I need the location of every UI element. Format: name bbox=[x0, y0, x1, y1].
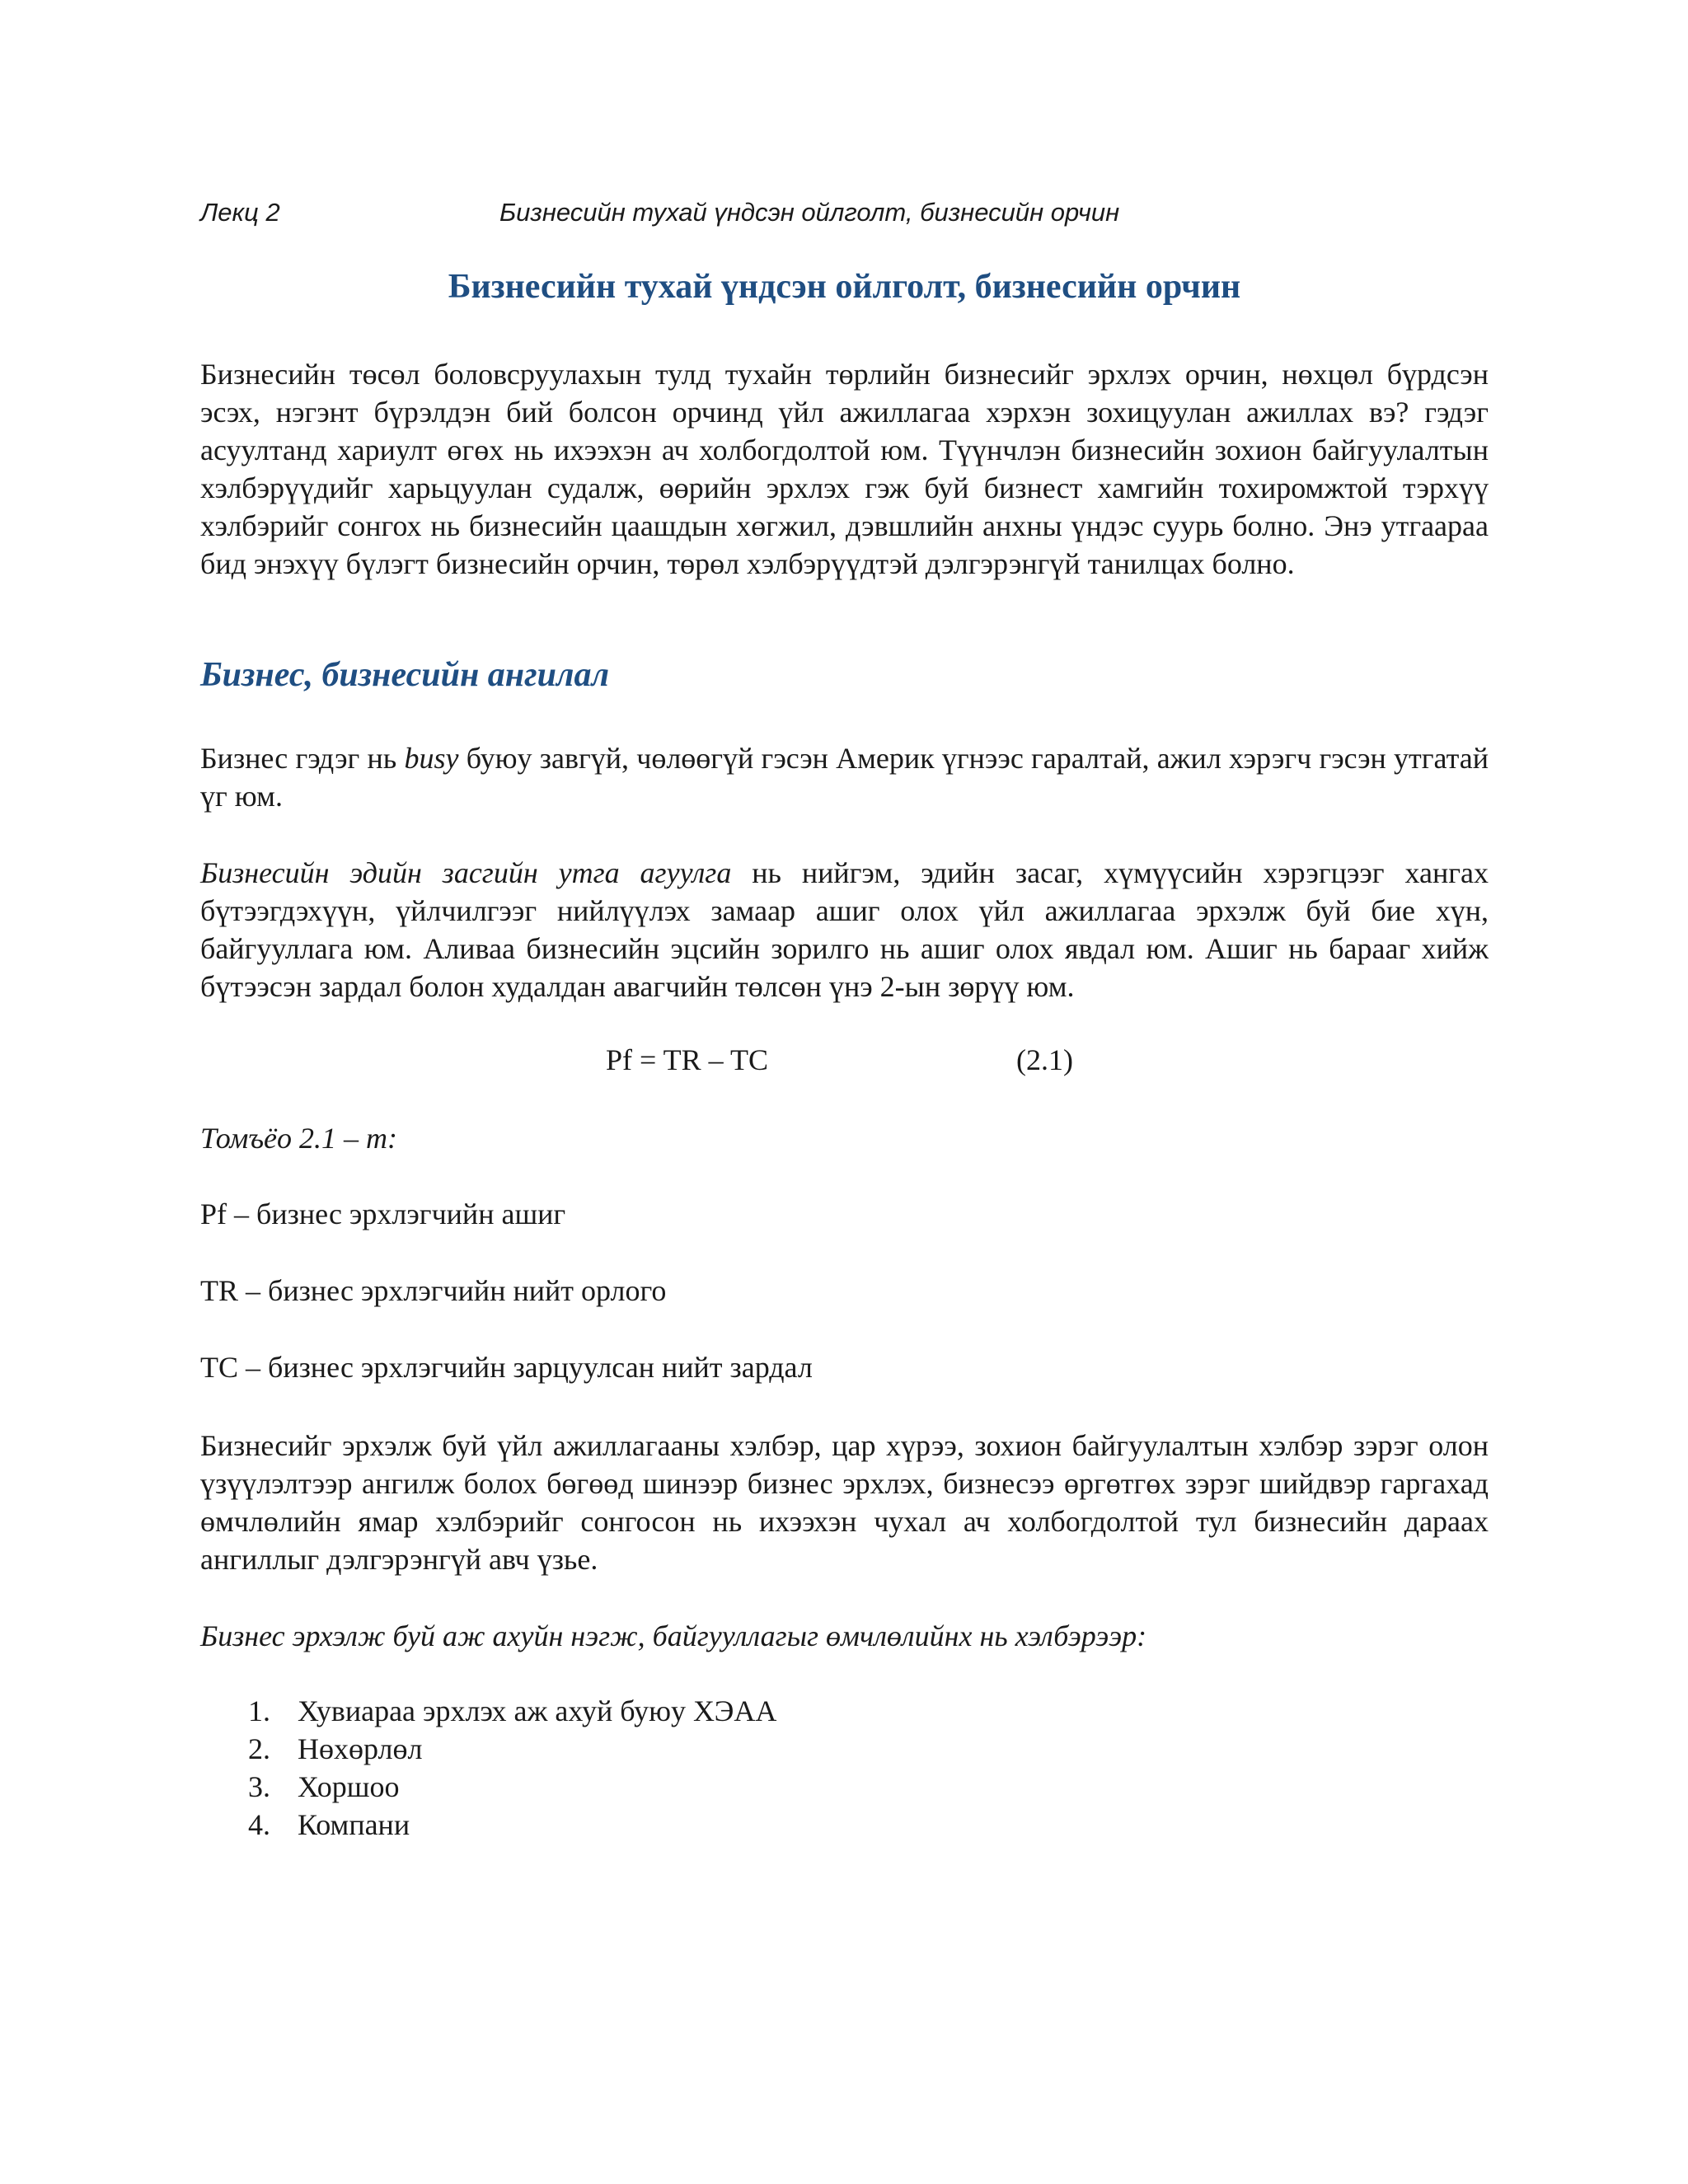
formula-number: (2.1) bbox=[1016, 1043, 1073, 1076]
economic-rest: нь нийгэм, эдийн засаг, хүмүүсийн хэрэгцээг хангах бүтээгдэхүүн, үйлчилгээг нийлүүлэх замаар ашиг олох үйл ажиллагаа эрхэлж буй бие хүн, байгууллага юм. Аливаа бизнесийн эцсийн зорилго нь ашиг олох явдал юм. Ашиг нь барааг хийж бүтээсэн зардал болон худалдан авагчийн төлсөн үнэ 2-ын зөрүү юм. bbox=[200, 856, 1489, 1003]
definition-after: буюу завгүй, чөлөөгүй гэсэн Америк үгнээс гаралтай, ажил хэрэгч гэсэн утгатай үг юм. bbox=[200, 742, 1489, 813]
list-item-text: Хоршоо bbox=[298, 1770, 400, 1803]
list-item-number: 3. bbox=[248, 1770, 270, 1803]
header-topic: Бизнесийн тухай үндсэн ойлголт, бизнесийн орчин bbox=[499, 198, 1120, 227]
page-title: Бизнесийн тухай үндсэн ойлголт, бизнесийн орчин bbox=[448, 268, 1241, 306]
formula-caption: Томъёо 2.1 – т: bbox=[200, 1122, 397, 1155]
definition-line-pf: Pf – бизнес эрхлэгчийн ашиг bbox=[200, 1197, 566, 1230]
ownership-intro: Бизнес эрхэлж буй аж ахуйн нэгж, байгууллагыг өмчлөлийнх нь хэлбэрээр: bbox=[200, 1619, 1147, 1652]
formula-expression: Pf = TR – TC bbox=[606, 1043, 769, 1076]
economic-paragraph bbox=[200, 854, 1489, 1005]
formula bbox=[200, 1043, 1489, 1080]
definition-before: Бизнес гэдэг нь bbox=[200, 742, 405, 775]
economic-term: Бизнесийн эдийн засгийн утга агуулга bbox=[200, 856, 732, 889]
list-item-number: 1. bbox=[248, 1694, 270, 1727]
definition-line-tr: TR – бизнес эрхлэгчийн нийт орлого bbox=[200, 1274, 667, 1307]
definition-term: busy bbox=[404, 742, 459, 775]
definition-paragraph bbox=[200, 739, 1489, 815]
classification-paragraph: Бизнесийг эрхэлж буй үйл ажиллагааны хэлбэр, цар хүрээ, зохион байгуулалтын хэлбэр зэрэг олон үзүүлэлтээр ангилж болох бөгөөд шинээр бизнес эрхлэх, бизнесээ өргөтгөх зэрэг шийдвэр гаргахад өмчлөлийн ямар хэлбэрийг сонгосон нь ихээхэн чухал ач холбогдолтой тул бизнесийн дараах ангиллыг дэлгэрэнгүй авч үзье. bbox=[200, 1429, 1489, 1576]
section-heading: Бизнес, бизнесийн ангилал bbox=[200, 656, 610, 694]
list-item-text: Хувиараа эрхлэх аж ахуй буюу ХЭАА bbox=[298, 1694, 777, 1727]
list-item-number: 4. bbox=[248, 1808, 270, 1841]
intro-paragraph: Бизнесийн төсөл боловсруулахын тулд тухайн төрлийн бизнесийг эрхлэх орчин, нөхцөл бүрдсэн эсэх, нэгэнт бүрэлдэн бий болсон орчинд үйл ажиллагаа хэрхэн зохицуулан ажиллах вэ? гэдэг асуултанд хариулт өгөх нь ихээхэн ач холбогдолтой юм. Түүнчлэн бизнесийн зохион байгуулалтын хэлбэрүүдийг харьцуулан судалж, өөрийн эрхлэх гэж буй бизнест хамгийн тохиромжтой тэрхүү хэлбэрийг сонгох нь бизнесийн цаашдын хөгжил, дэвшлийн анхны үндэс суурь болно. Энэ утгаараа бид энэхүү бүлэгт бизнесийн орчин, төрөл хэлбэрүүдтэй дэлгэрэнгүй танилцах болно. bbox=[200, 358, 1489, 580]
definition-line-tc: TC – бизнес эрхлэгчийн зарцуулсан нийт зардал bbox=[200, 1351, 813, 1384]
list-item-text: Компани bbox=[298, 1808, 410, 1841]
list-item-text: Нөхөрлөл bbox=[298, 1732, 423, 1765]
list-item-number: 2. bbox=[248, 1732, 270, 1765]
header-lecture-label: Лекц 2 bbox=[200, 198, 280, 227]
running-header bbox=[200, 198, 1486, 234]
